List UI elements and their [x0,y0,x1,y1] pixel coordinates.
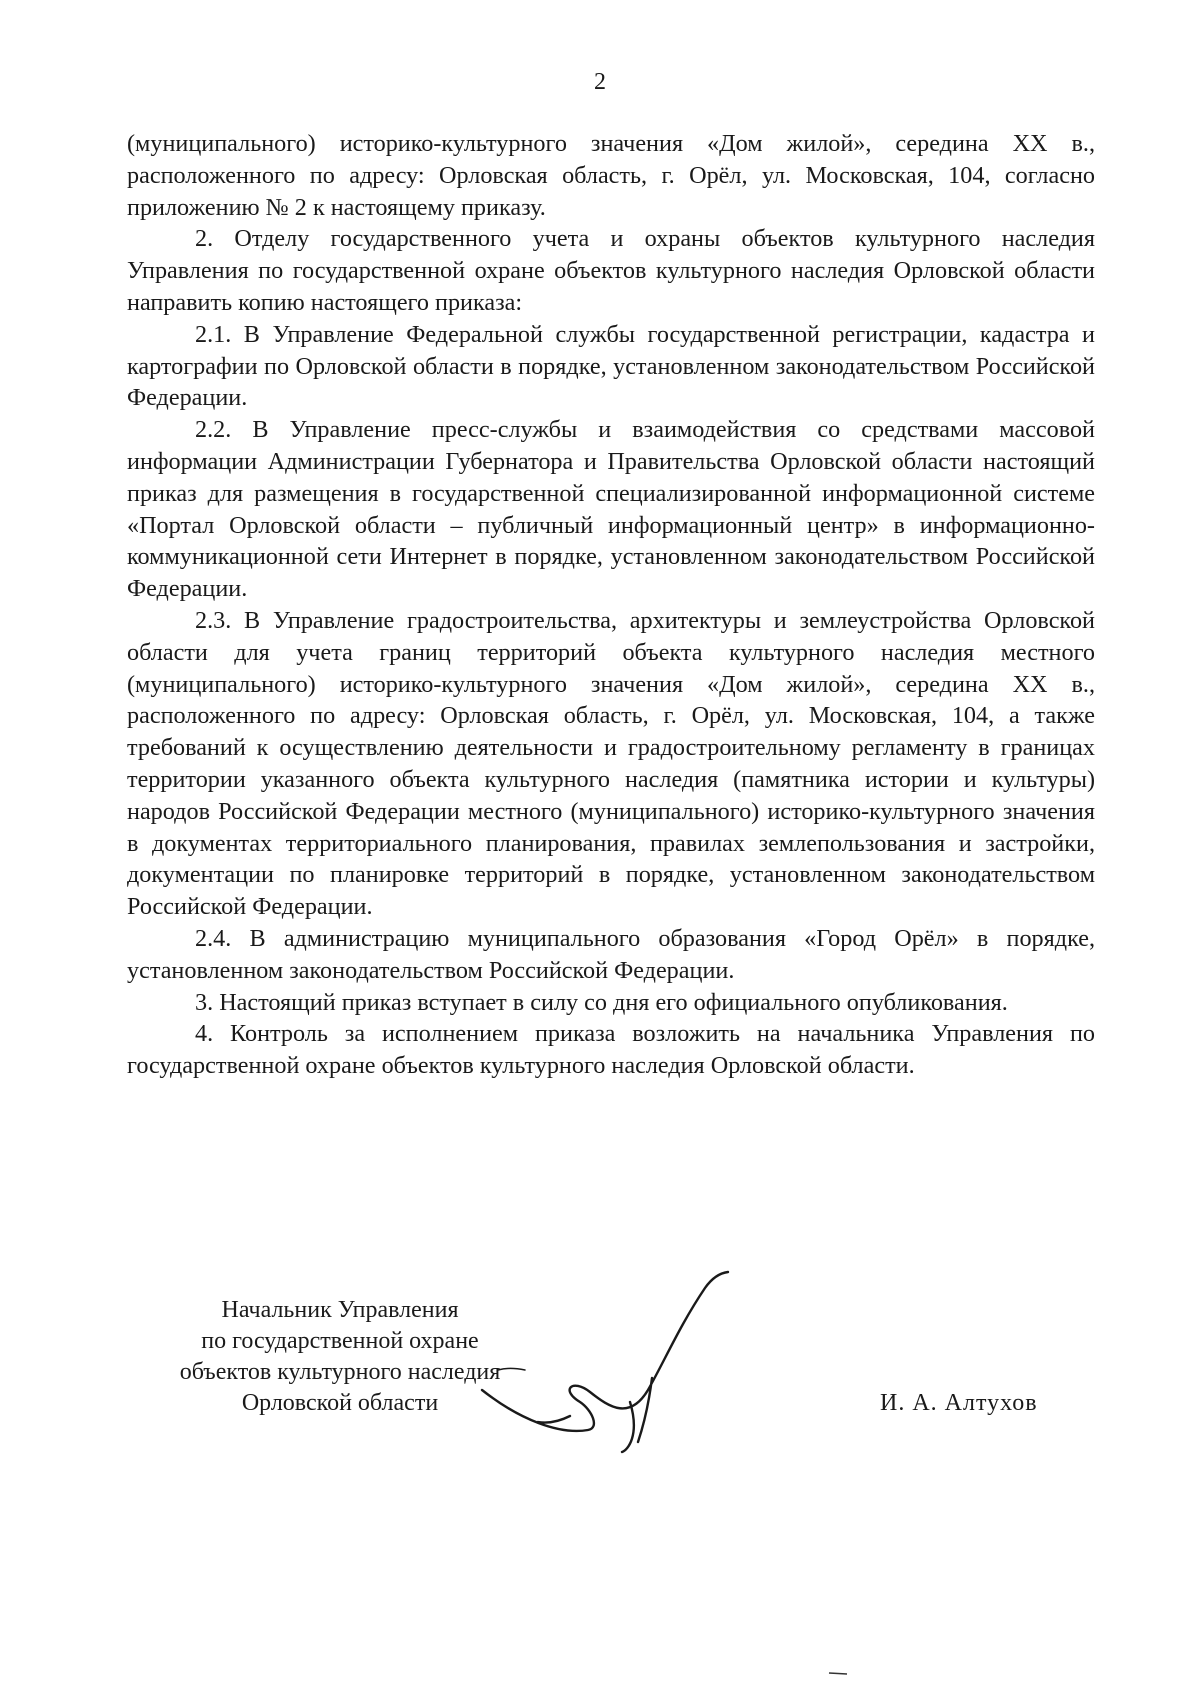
paragraph-continuation: (муниципального) историко-культурного значения «Дом жилой», середина XX в., расположенного по адресу: Орловская область, г. Орёл, ул. Московская, 104, согласно приложению № 2 к настоящему приказу. [127,130,1095,221]
signatory-title-line: Орловской области [241,1390,439,1416]
signatory-name: И. А. Алтухов [880,1390,1038,1416]
page-number: 2 [594,69,606,95]
signatory-title-line: Начальник Управления [221,1297,459,1323]
signatory-title-line: по государственной охране [201,1328,479,1354]
paragraph-item-2-4: 2.4. В администрацию муниципального образования «Город Орёл» в порядке, установленном законодательством Российской Федерации. [127,924,1095,984]
paragraph-item-4: 4. Контроль за исполнением приказа возложить на начальника Управления по государственной охране объектов культурного наследия Орловской области. [127,1020,1095,1080]
handwritten-signature-icon [480,1270,760,1455]
paragraph-item-2-3: 2.3. В Управление градостроительства, архитектуры и землеустройства Орловской области для учета границ территорий объекта культурного наследия местного (муниципального) историко-культурного значения «Дом жилой», середина XX в., расположенного по адресу: Орловская область, г. Орёл, ул. Московская, 104, а также требований к осуществлению деятельности и градостроительному регламенту в границах территории указанного объекта культурного наследия (памятника истории и культуры) народов Российской Федерации местного (муниципального) историко-культурного значения в документах территориального планирования, правилах землепользования и застройки, документации по планировке территорий в порядке, установленном законодательством Российской Федерации. [127,606,1095,921]
scan-mark-icon [828,1670,848,1676]
paragraph-item-2-1: 2.1. В Управление Федеральной службы государственной регистрации, кадастра и картографии по Орловской области в порядке, установленном законодательством Российской Федерации. [127,320,1095,412]
document-body [127,128,1095,1082]
paragraph-item-2: 2. Отделу государственного учета и охраны объектов культурного наследия Управления по государственной охране объектов культурного наследия Орловской области направить копию настоящего приказа: [127,225,1095,316]
paragraph-item-3: 3. Настоящий приказ вступает в силу со дня его официального опубликования. [195,988,1008,1016]
signatory-title-line: объектов культурного наследия [179,1359,501,1385]
paragraph-item-2-2: 2.2. В Управление пресс-службы и взаимодействия со средствами массовой информации Администрации Губернатора и Правительства Орловской области настоящий приказ для размещения в государственной специализированной информационной системе «Портал Орловской области – публичный информационный центр» в информационно-коммуникационной сети Интернет в порядке, установленном законодательством Российской Федерации. [127,416,1095,603]
